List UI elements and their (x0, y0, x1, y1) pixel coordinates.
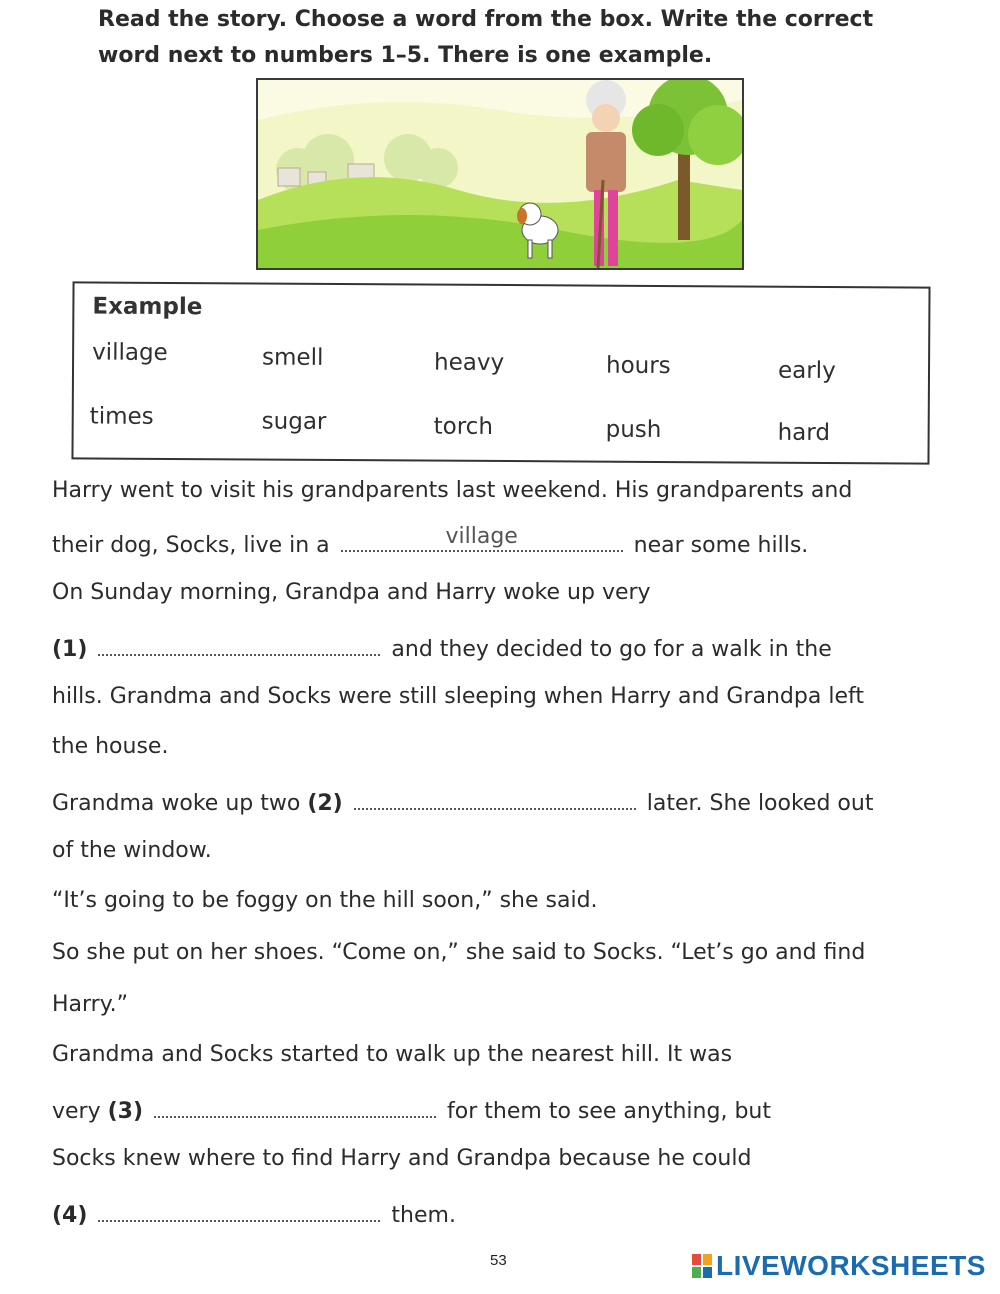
story-line (52, 1094, 912, 1124)
brand-name: LIVEWORKSHEETS (716, 1250, 986, 1281)
story-line: So she put on her shoes. “Come on,” she said to Socks. “Let’s go and find (52, 940, 866, 965)
word-option: hours (605, 352, 671, 380)
word-box-title: Example (92, 293, 203, 321)
instructions: Read the story. Choose a word from the box. Write the correct word next to numbers 1–5. There is one example. (98, 7, 874, 68)
story-line: Harry went to visit his grandparents last weekend. His grandparents and (52, 478, 853, 503)
liveworksheets-icon (692, 1254, 712, 1278)
story-text: for them to see anything, but (447, 1099, 771, 1124)
example-answer-blank (341, 524, 623, 552)
word-option: sugar (261, 408, 327, 435)
question-number: (2) (307, 791, 343, 816)
story-line: the house. (52, 734, 169, 759)
word-option: times (89, 403, 154, 430)
page-number: 53 (490, 1252, 507, 1269)
answer-input-2[interactable] (354, 786, 636, 810)
word-option: heavy (433, 349, 505, 377)
story-text: very (52, 1099, 101, 1124)
answer-input-3[interactable] (154, 1094, 436, 1118)
story-line: hills. Grandma and Socks were still sleeping when Harry and Grandpa left (52, 684, 864, 709)
word-box (71, 281, 930, 464)
story-line (52, 1198, 912, 1228)
story-line (52, 524, 912, 558)
word-option: early (777, 357, 836, 385)
story-line: of the window. (52, 838, 212, 863)
question-number: (1) (52, 637, 88, 662)
story-line: “It’s going to be foggy on the hill soon,” she said. (52, 888, 598, 913)
liveworksheets-logo (692, 1250, 986, 1282)
story-text: near some hills. (633, 533, 809, 558)
story-line (52, 632, 912, 662)
answer-input-4[interactable] (98, 1198, 380, 1222)
story-line: Grandma and Socks started to walk up the nearest hill. It was (52, 1042, 733, 1067)
question-number: (3) (107, 1099, 144, 1124)
word-option: village (92, 339, 168, 366)
story-text: Grandma woke up two (52, 791, 301, 816)
story-text: later. She looked out (646, 791, 874, 816)
word-option: smell (262, 344, 324, 371)
story-text: them. (391, 1203, 456, 1228)
story-line: On Sunday morning, Grandpa and Harry woke up very (52, 580, 651, 605)
story-illustration (256, 78, 744, 270)
word-option: torch (433, 413, 494, 440)
story-line: Socks knew where to find Harry and Grandpa because he could (52, 1146, 752, 1171)
answer-input-1[interactable] (98, 632, 380, 656)
story-text: their dog, Socks, live in a (52, 533, 330, 558)
story-line: Harry.” (52, 992, 129, 1017)
question-number: (4) (52, 1203, 88, 1228)
story-text: and they decided to go for a walk in the (391, 637, 832, 662)
word-option: push (605, 416, 662, 443)
example-answer: village (445, 524, 518, 549)
story-line (52, 786, 912, 816)
word-option: hard (777, 419, 831, 447)
